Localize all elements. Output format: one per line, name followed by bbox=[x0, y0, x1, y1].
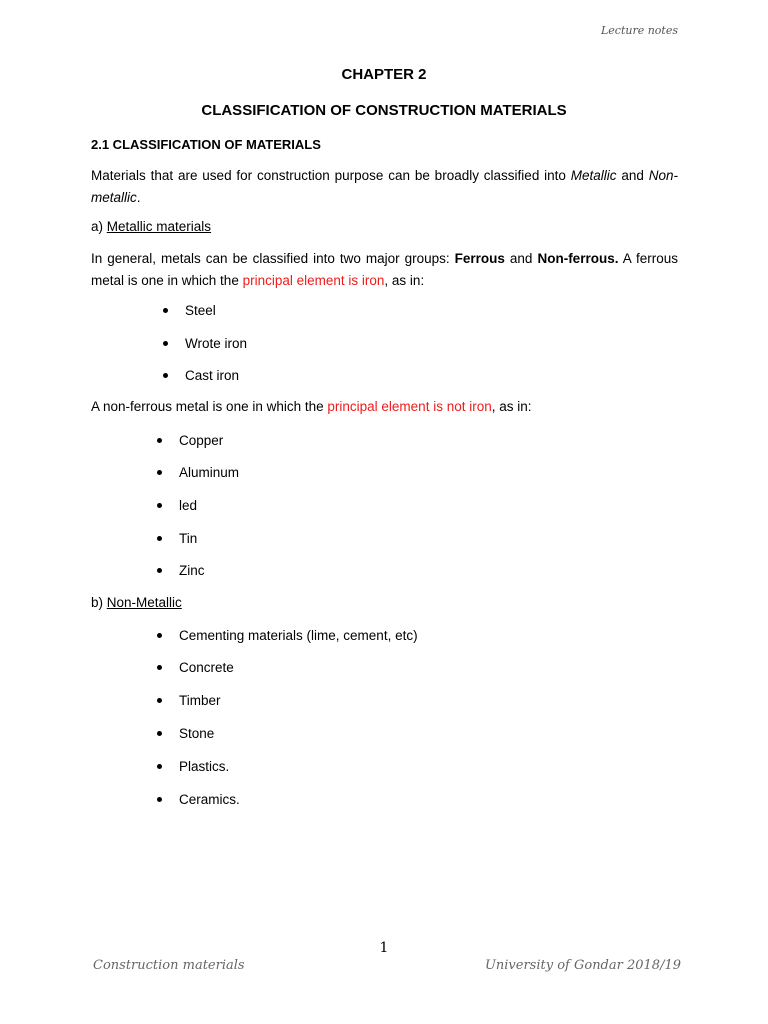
list-item-nonmetallic bbox=[157, 792, 240, 807]
list-item-nonmetallic bbox=[157, 693, 221, 708]
bullet-icon bbox=[157, 536, 162, 541]
bullet-icon bbox=[157, 764, 162, 769]
ferrous-text-2: A ferrous metal is one in which the bbox=[91, 251, 678, 288]
section-heading: 2.1 CLASSIFICATION OF MATERIALS bbox=[91, 137, 321, 152]
list-item-text: Wrote iron bbox=[185, 336, 248, 351]
intro-text: Materials that are used for construction purpose can be broadly classified into bbox=[91, 168, 571, 183]
metallic-prefix: a) bbox=[91, 219, 107, 234]
list-item-text: Cementing materials (lime, cement, etc) bbox=[179, 628, 418, 643]
list-item-text: Tin bbox=[179, 531, 198, 546]
bullet-icon bbox=[157, 665, 162, 670]
bullet-icon bbox=[157, 797, 162, 802]
principal-not-iron-highlight: principal element is not iron bbox=[327, 399, 492, 414]
list-item-text: Zinc bbox=[179, 563, 205, 578]
list-item-text: Ceramics. bbox=[179, 792, 240, 807]
list-item-ferrous bbox=[163, 336, 247, 351]
bullet-icon bbox=[157, 698, 162, 703]
list-item-text: Stone bbox=[179, 726, 215, 741]
list-item-ferrous bbox=[163, 303, 216, 318]
metallic-term: Metallic bbox=[570, 168, 617, 183]
non-ferrous-term: Non-ferrous. bbox=[537, 251, 619, 266]
list-item-text: Concrete bbox=[179, 660, 234, 675]
intro-period: . bbox=[136, 190, 141, 205]
list-item-text: Steel bbox=[185, 303, 216, 318]
list-item-nonmetallic bbox=[157, 726, 214, 741]
ferrous-text-1: In general, metals can be classified into two major groups: bbox=[91, 251, 455, 266]
list-item-ferrous bbox=[163, 368, 239, 383]
list-item-text: Copper bbox=[179, 433, 224, 448]
metallic-heading-text: Metallic materials bbox=[106, 219, 212, 234]
ferrous-text-3: , as in: bbox=[384, 273, 425, 288]
intro-and: and bbox=[616, 168, 649, 183]
list-item-nonmetallic bbox=[157, 660, 234, 675]
nonferrous-text-2: , as in: bbox=[491, 399, 532, 414]
bullet-icon bbox=[157, 470, 162, 475]
bullet-icon bbox=[163, 373, 168, 378]
non-ferrous-paragraph bbox=[91, 399, 532, 414]
principal-iron-highlight: principal element is iron bbox=[242, 273, 385, 288]
list-item-nonferrous bbox=[157, 465, 239, 480]
list-item-text: Plastics. bbox=[179, 759, 230, 774]
header-note: Lecture notes bbox=[600, 24, 678, 37]
list-item-text: Timber bbox=[179, 693, 221, 708]
list-item-nonmetallic bbox=[157, 628, 418, 643]
bullet-icon bbox=[157, 731, 162, 736]
bullet-icon bbox=[163, 341, 168, 346]
list-item-text: Cast iron bbox=[185, 368, 240, 383]
bullet-icon bbox=[157, 568, 162, 573]
ferrous-and: and bbox=[504, 251, 538, 266]
non-metallic-prefix: b) bbox=[91, 595, 107, 610]
list-item-nonferrous bbox=[157, 531, 197, 546]
footer-course-name: Construction materials bbox=[93, 958, 245, 973]
non-metallic-heading-text: Non-Metallic bbox=[106, 595, 182, 610]
bullet-icon bbox=[157, 503, 162, 508]
list-item-nonmetallic bbox=[157, 759, 229, 774]
list-item-nonferrous bbox=[157, 563, 205, 578]
ferrous-paragraph bbox=[91, 248, 678, 292]
chapter-title: CLASSIFICATION OF CONSTRUCTION MATERIALS bbox=[201, 102, 567, 119]
bullet-icon bbox=[163, 308, 168, 313]
metallic-heading bbox=[91, 219, 211, 234]
list-item-text: led bbox=[179, 498, 198, 513]
list-item-text: Aluminum bbox=[179, 465, 240, 480]
bullet-icon bbox=[157, 438, 162, 443]
list-item-nonferrous bbox=[157, 433, 223, 448]
intro-paragraph bbox=[91, 165, 678, 209]
nonferrous-text-1: A non-ferrous metal is one in which the bbox=[91, 399, 328, 414]
non-metallic-term: Non-metallic bbox=[91, 168, 678, 205]
ferrous-term: Ferrous bbox=[454, 251, 505, 266]
chapter-label: CHAPTER 2 bbox=[341, 66, 427, 83]
list-item-nonferrous bbox=[157, 498, 197, 513]
non-metallic-heading bbox=[91, 595, 182, 610]
bullet-icon bbox=[157, 633, 162, 638]
footer-university: University of Gondar 2018/19 bbox=[484, 958, 681, 973]
page-number: 1 bbox=[379, 940, 389, 956]
